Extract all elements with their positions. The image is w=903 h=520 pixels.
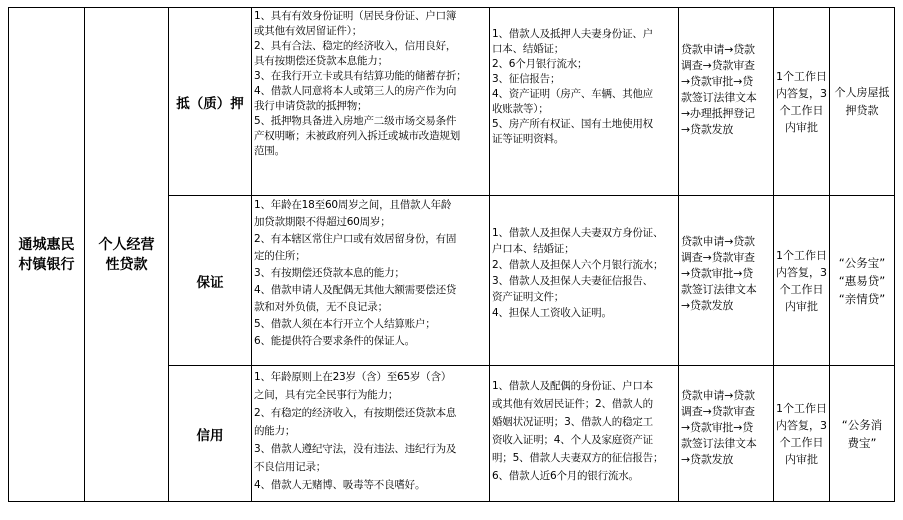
process-cell — [679, 234, 773, 365]
product-line: 个人房屋抵 — [834, 85, 890, 99]
process-line: →贷款发放 — [681, 299, 734, 312]
condition-line: 6、能提供符合要求条件的保证人。 — [254, 335, 415, 347]
timeline-cell — [774, 8, 829, 195]
material-line: 户口本、结婚证； — [492, 243, 575, 255]
process-line: →贷款审批→贷 — [681, 75, 754, 88]
product-line: “惠易贷” — [838, 273, 886, 288]
timeline-line: 1个工作日 — [776, 401, 827, 415]
process-line: →贷款审批→贷 — [681, 267, 754, 280]
timeline-cell — [774, 196, 829, 365]
timeline-line: 内审批 — [785, 120, 818, 134]
condition-line: 4、借款申请人及配偶无其他大额需要偿还贷 — [254, 284, 457, 296]
material-line: 1、借款人及抵押人夫妻身份证、户 — [492, 28, 653, 40]
timeline-line: 内审批 — [785, 452, 818, 466]
bank-name-cell — [9, 8, 84, 501]
process-line: →贷款发放 — [681, 123, 734, 136]
timeline-line: 个工作日 — [779, 103, 824, 117]
material-line: 婚姻状况证明；3、借款人的稳定工 — [492, 416, 653, 428]
process-line: 贷款申请→贷款 — [681, 389, 755, 402]
process-line: →贷款审批→贷 — [681, 421, 754, 434]
condition-line: 2、具有合法、稳定的经济收入，信用良好， — [254, 40, 457, 52]
guarantee-type: 抵（质）押 — [176, 95, 244, 112]
timeline-cell — [774, 366, 829, 501]
process-line: 款签订法律文本 — [681, 91, 757, 104]
condition-line: 3、有按期偿还贷款本息的能力； — [254, 267, 405, 279]
condition-line: 5、抵押物具备进入房地产二级市场交易条件 — [254, 115, 457, 127]
guarantee-type: 保证 — [196, 274, 224, 291]
process-cell — [679, 388, 773, 501]
process-line: 款签订法律文本 — [681, 283, 757, 296]
process-line: 调查→贷款审查 — [681, 251, 755, 264]
product-line: 费宝” — [847, 435, 877, 450]
condition-line: 4、借款人无赌博、吸毒等不良嗜好。 — [254, 479, 426, 491]
bank-name: 通城惠民村镇银行 — [18, 236, 75, 273]
condition-line: 或其他有效居留证件）； — [254, 25, 363, 37]
guarantee-type-cell — [169, 366, 251, 501]
material-line: 收账款等）； — [492, 103, 549, 115]
process-line: 调查→贷款审查 — [681, 59, 755, 72]
guarantee-type-cell — [169, 8, 251, 195]
process-cell — [679, 42, 773, 195]
material-line: 4、担保人工资收入证明。 — [492, 307, 612, 319]
material-line: 1、借款人及配偶的身份证、户口本 — [492, 380, 653, 392]
timeline-line: 内答复，3 — [776, 86, 827, 100]
product-cell — [830, 8, 894, 195]
material-line: 4、资产证明（房产、车辆、其他应 — [492, 88, 653, 100]
material-line: 1、借款人及担保人夫妻双方身份证、 — [492, 227, 664, 239]
product-line: “公务消 — [841, 417, 883, 432]
process-line: 贷款申请→贷款 — [681, 235, 755, 248]
process-line: 款签订法律文本 — [681, 437, 757, 450]
condition-line: 2、有稳定的经济收入，有按期偿还贷款本息 — [254, 407, 457, 419]
process-line: →贷款发放 — [681, 453, 734, 466]
material-line: 明；5、借款人夫妻双方的征信报告； — [492, 452, 664, 464]
condition-line: 3、借款人遵纪守法，没有违法、违纪行为及 — [254, 443, 457, 455]
product-cell — [830, 366, 894, 501]
conditions-cell — [252, 368, 489, 501]
condition-line: 5、借款人须在本行开立个人结算账户； — [254, 318, 436, 330]
table-border-bottom — [8, 501, 894, 502]
condition-line: 我行申请贷款的抵押物； — [254, 100, 368, 112]
materials-cell — [490, 27, 678, 195]
condition-line: 2、有本辖区常住户口或有效居留身份，有固 — [254, 233, 457, 245]
timeline-line: 1个工作日 — [776, 248, 827, 262]
condition-line: 3、在我行开立卡或具有结算功能的储蓄存折； — [254, 70, 467, 82]
condition-line: 1、具有有效身份证明（居民身份证、户口簿 — [254, 10, 457, 22]
condition-line: 范围。 — [254, 145, 285, 157]
material-line: 资收入证明；4、个人及家庭资产证 — [492, 434, 653, 446]
condition-line: 不良信用记录； — [254, 461, 327, 473]
material-line: 5、房产所有权证、国有土地使用权 — [492, 118, 653, 130]
loan-type-cell — [85, 8, 168, 501]
condition-line: 1、年龄原则上在23岁（含）至65岁（含） — [254, 371, 452, 383]
condition-line: 款和对外负债，无不良记录； — [254, 301, 388, 313]
guarantee-type: 信用 — [196, 427, 224, 444]
timeline-line: 内答复，3 — [776, 265, 827, 279]
timeline-line: 个工作日 — [779, 282, 824, 296]
material-line: 资产证明文件； — [492, 291, 565, 303]
materials-cell — [490, 225, 678, 365]
condition-line: 产权明晰；未被政府列入拆迁或城市改造规划 — [254, 130, 460, 142]
material-line: 3、借款人及担保人夫妻征信报告、 — [492, 275, 653, 287]
timeline-line: 内审批 — [785, 299, 818, 313]
condition-line: 定的住所； — [254, 250, 306, 262]
condition-line: 1、年龄在18至60周岁之间，且借款人年龄 — [254, 199, 452, 211]
page-top-margin — [0, 0, 903, 6]
material-line: 6、借款人近6个月的银行流水。 — [492, 470, 639, 482]
page-bottom-margin — [0, 503, 903, 520]
material-line: 口本、结婚证； — [492, 43, 565, 55]
materials-cell — [490, 377, 678, 501]
guarantee-type-cell — [169, 196, 251, 365]
material-line: 2、借款人及担保人六个月银行流水； — [492, 259, 664, 271]
conditions-cell — [252, 9, 489, 195]
material-line: 证等证明资料。 — [492, 133, 565, 145]
product-line: “亲情贷” — [838, 291, 886, 306]
product-cell — [830, 196, 894, 365]
condition-line: 加贷款期限不得超过60周岁； — [254, 216, 391, 228]
product-line: “公务宝” — [838, 255, 886, 270]
process-line: →办理抵押登记 — [681, 107, 755, 120]
material-line: 2、6个月银行流水； — [492, 58, 588, 70]
condition-line: 之间，具有完全民事行为能力； — [254, 389, 399, 401]
material-line: 或其他有效居民证件；2、借款人的 — [492, 398, 653, 410]
timeline-line: 1个工作日 — [776, 69, 827, 83]
condition-line: 的能力； — [254, 425, 296, 437]
loan-type: 个人经营性贷款 — [98, 236, 155, 273]
timeline-line: 内答复，3 — [776, 418, 827, 432]
process-line: 调查→贷款审查 — [681, 405, 755, 418]
process-line: 贷款申请→贷款 — [681, 43, 755, 56]
condition-line: 4、借款人同意将本人或第三人的房产作为向 — [254, 85, 457, 97]
table-border-right — [894, 7, 895, 502]
condition-line: 具有按期偿还贷款本息能力； — [254, 55, 388, 67]
conditions-cell — [252, 197, 489, 365]
timeline-line: 个工作日 — [779, 435, 824, 449]
product-line: 押贷款 — [845, 103, 879, 117]
material-line: 3、征信报告； — [492, 73, 561, 85]
